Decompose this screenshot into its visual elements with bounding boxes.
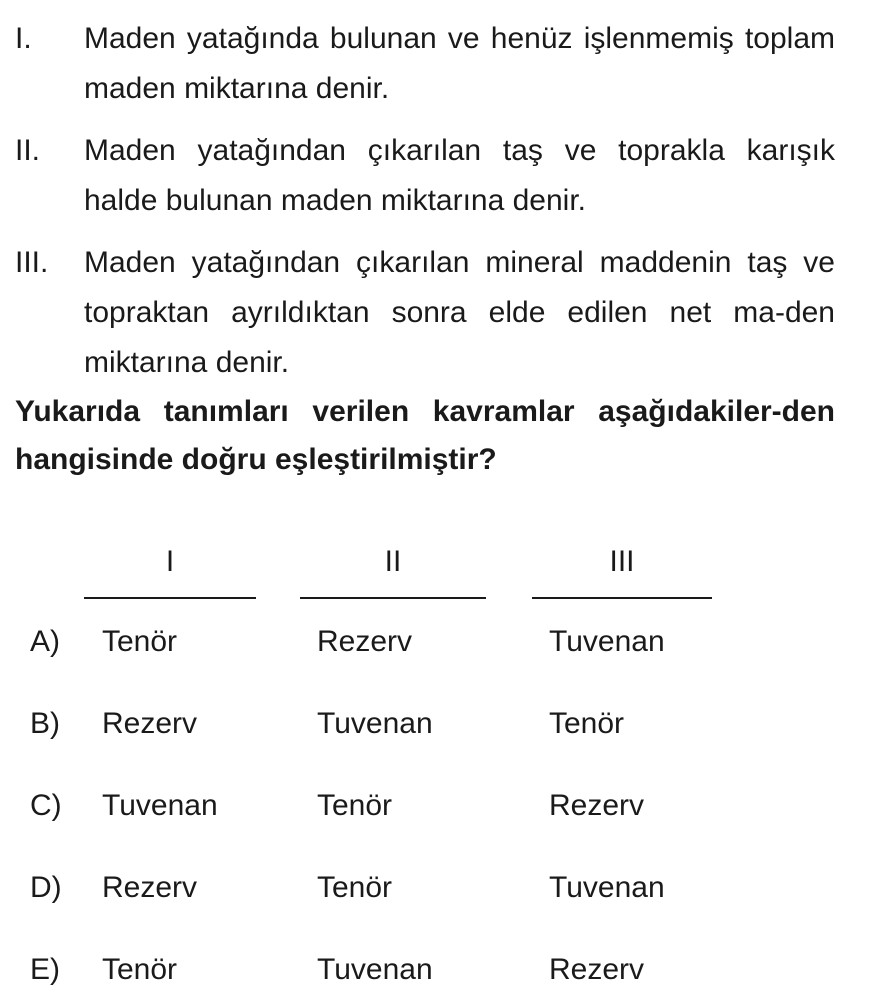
option-letter: B) bbox=[30, 707, 60, 740]
column-header-i: I bbox=[165, 545, 175, 578]
option-term-ii: Tenör bbox=[317, 789, 393, 822]
option-term-i: Rezerv bbox=[102, 707, 198, 740]
column-header-ii: II bbox=[384, 545, 402, 578]
option-term-ii: Rezerv bbox=[317, 625, 413, 658]
option-term-ii: Tuvenan bbox=[317, 953, 433, 986]
option-term-iii: Tenör bbox=[549, 707, 625, 740]
definitions-list bbox=[15, 14, 835, 400]
column-underline bbox=[532, 597, 712, 599]
option-c[interactable] bbox=[0, 781, 876, 831]
option-term-ii: Tuvenan bbox=[317, 707, 433, 740]
option-letter: E) bbox=[30, 953, 60, 986]
definition-item bbox=[15, 14, 835, 114]
definition-text: Maden yatağından çıkarılan taş ve toprakla karışık halde bulunan maden miktarına denir. bbox=[84, 134, 835, 217]
option-term-iii: Tuvenan bbox=[549, 871, 665, 904]
definition-item bbox=[15, 126, 835, 226]
column-underline bbox=[300, 597, 486, 599]
option-letter: A) bbox=[30, 625, 60, 658]
option-term-i: Tenör bbox=[102, 953, 178, 986]
column-underline bbox=[84, 597, 256, 599]
definition-item bbox=[15, 238, 835, 388]
option-term-i: Rezerv bbox=[102, 871, 198, 904]
definition-text: Maden yatağında bulunan ve henüz işlenmemiş toplam maden miktarına denir. bbox=[84, 22, 835, 105]
option-term-iii: Rezerv bbox=[549, 789, 645, 822]
option-term-iii: Rezerv bbox=[549, 953, 645, 986]
option-term-i: Tuvenan bbox=[102, 789, 218, 822]
option-term-iii: Tuvenan bbox=[549, 625, 665, 658]
option-e[interactable] bbox=[0, 945, 876, 995]
option-term-ii: Tenör bbox=[317, 871, 393, 904]
definition-number: I. bbox=[15, 22, 32, 55]
option-letter: C) bbox=[30, 789, 62, 822]
definition-number: III. bbox=[15, 246, 49, 279]
definition-number: II. bbox=[15, 134, 41, 167]
option-term-i: Tenör bbox=[102, 625, 178, 658]
definition-text: Maden yatağından çıkarılan mineral maddenin taş ve topraktan ayrıldıktan sonra elde edilen net ma-den miktarına denir. bbox=[84, 246, 835, 379]
question-stem: Yukarıda tanımları verilen kavramlar aşağıdakiler-den hangisinde doğru eşleştirilmiştir? bbox=[15, 395, 835, 476]
column-header-iii: III bbox=[609, 545, 635, 578]
option-a[interactable] bbox=[0, 617, 876, 667]
option-d[interactable] bbox=[0, 863, 876, 913]
option-b[interactable] bbox=[0, 699, 876, 749]
option-letter: D) bbox=[30, 871, 62, 904]
